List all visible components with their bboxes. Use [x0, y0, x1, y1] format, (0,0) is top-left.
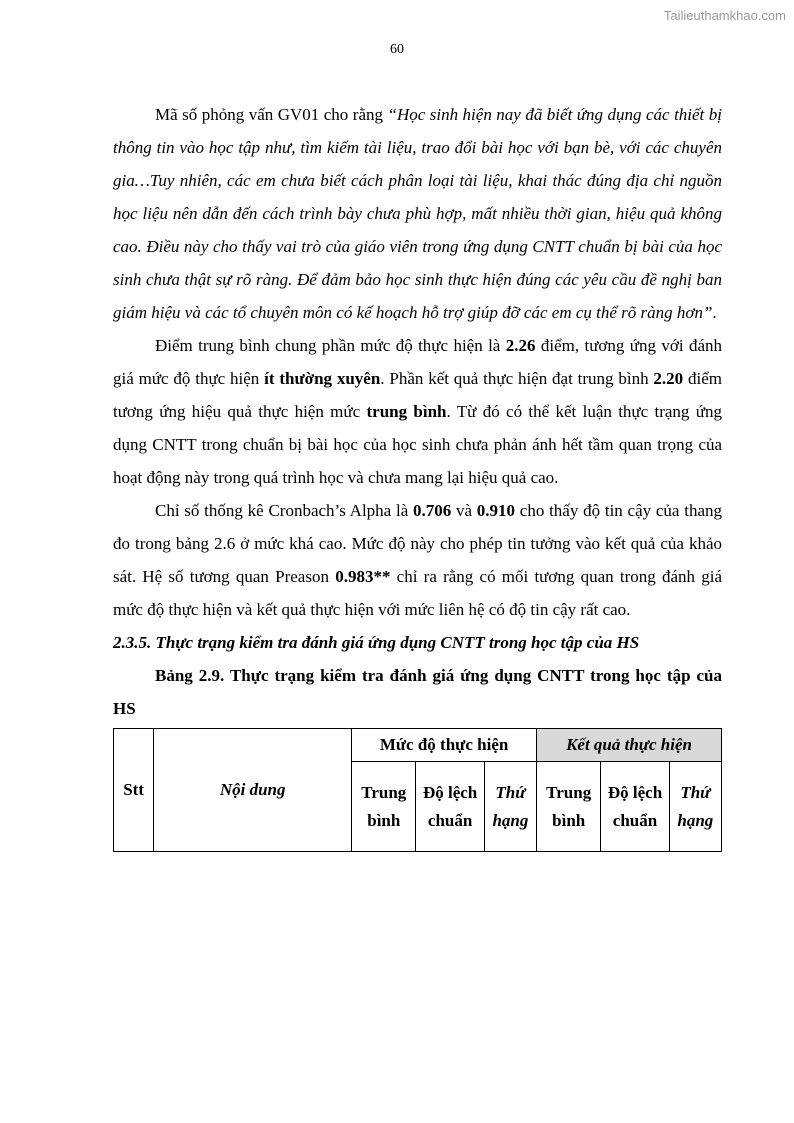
- table-caption-bang-2-9: Bảng 2.9. Thực trạng kiểm tra đánh giá ứng dụng CNTT trong học tập của HS: [113, 666, 722, 718]
- col-header-noi-dung: Nội dung: [154, 729, 352, 852]
- watermark-text: Tailieuthamkhao.com: [663, 8, 786, 23]
- col-header-ket-qua-trung-binh: Trung bình: [537, 762, 601, 852]
- paragraph-mean-scores: Điểm trung bình chung phần mức độ thực hiện là 2.26 điểm, tương ứng với đánh giá mức độ thực hiện ít thường xuyên. Phần kết quả thực hiện đạt trung bình 2.20 điểm tương ứng hiệu quả thực hiện mức trung bình. Từ đó có thể kết luận thực trạng ứng dụng CNTT trong chuẩn bị bài học của học sinh chưa phản ánh hết tầm quan trọng của hoạt động này trong quá trình học và chưa mang lại hiệu quả cao.: [113, 336, 723, 487]
- col-header-ket-qua-do-lech-chuan: Độ lệch chuẩn: [601, 762, 669, 852]
- col-header-muc-do-thu-hang: Thứ hạng: [484, 762, 536, 852]
- col-header-stt: Stt: [114, 729, 154, 852]
- table-header-group-row: [114, 729, 722, 762]
- page-content: [113, 98, 722, 852]
- paragraph-cronbach-alpha: Chỉ số thống kê Cronbach’s Alpha là 0.706 và 0.910 cho thấy độ tin cậy của thang đo trong bảng 2.6 ở mức khá cao. Mức độ này cho phép tin tưởng vào kết quả của khảo sát. Hệ số tương quan Preason 0.983** chỉ ra rằng có mối tương quan trong đánh giá mức độ thực hiện và kết quả thực hiện với mức liên hệ có độ tin cậy rất cao.: [113, 501, 723, 619]
- table-2-9: [113, 728, 722, 852]
- group-header-ket-qua-thuc-hien: Kết quả thực hiện: [537, 729, 722, 762]
- paragraph-interview-quote: Mã số phỏng vấn GV01 cho rằng “Học sinh hiện nay đã biết ứng dụng các thiết bị thông tin vào học tập như, tìm kiếm tài liệu, trao đổi bài học với bạn bè, với các chuyên gia…Tuy nhiên, các em chưa biết cách phân loại tài liệu, khai thác đúng địa chỉ nguồn học liệu nên dẫn đến cách trình bày chưa phù hợp, mất nhiều thời gian, hiệu quả không cao. Điều này cho thấy vai trò của giáo viên trong ứng dụng CNTT chuẩn bị bài của học sinh chưa thật sự rõ ràng. Để đảm bảo học sinh thực hiện đúng các yêu cầu đề nghị ban giám hiệu và các tổ chuyên môn có kế hoạch hỗ trợ giúp đỡ các em cụ thể rõ ràng hơn”.: [113, 105, 722, 322]
- col-header-muc-do-do-lech-chuan: Độ lệch chuẩn: [416, 762, 484, 852]
- group-header-muc-do-thuc-hien: Mức độ thực hiện: [352, 729, 537, 762]
- col-header-ket-qua-thu-hang: Thứ hạng: [669, 762, 721, 852]
- col-header-muc-do-trung-binh: Trung bình: [352, 762, 416, 852]
- section-heading-2-3-5: 2.3.5. Thực trạng kiểm tra đánh giá ứng dụng CNTT trong học tập của HS: [113, 633, 640, 652]
- page-number: 60: [390, 42, 404, 57]
